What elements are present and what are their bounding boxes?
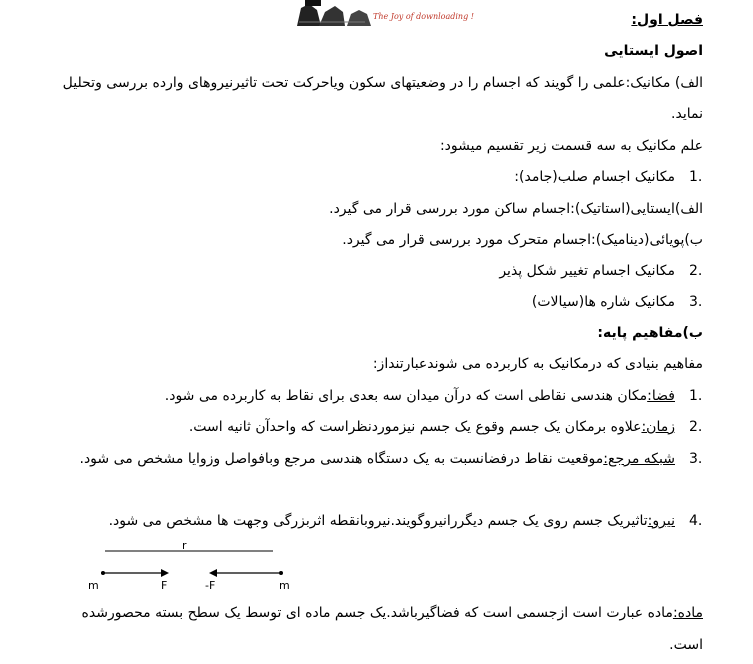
term-space: فضا: (647, 388, 675, 404)
list1-item2-number: 2. (689, 263, 703, 279)
force-arrow-right-head (161, 569, 169, 577)
list2-item1 (165, 386, 675, 406)
matter-definition-line-2: است. (669, 637, 703, 653)
definition-force: تاثیریک جسم روی یک جسم دیگررانیروگویند.نیروبانقطه اثربزرگی وجهت ها مشخص می شود. (108, 513, 648, 529)
definition-matter: ماده عبارت است ازجسمی است که فضاگیرباشد.یک جسم ماده ای توسط یک سطح بسته محصورشده (81, 605, 673, 621)
list1-item2-text: مکانیک اجسام تغییر شکل پذیر (499, 263, 675, 279)
chapter-title: فصل اول: (631, 12, 703, 28)
force-label: F (161, 579, 168, 592)
basic-concepts-intro: مفاهیم بنیادی که درمکانیک به کاربرده می شوندعبارتنداز: (372, 356, 703, 372)
list2-item4 (109, 511, 675, 531)
force-arrow-left-head (209, 569, 217, 577)
term-time: زمان: (641, 419, 675, 435)
term-matter: ماده: (672, 605, 703, 621)
intro-line-2: نماید. (671, 106, 703, 122)
distance-label: r (182, 540, 187, 552)
term-force: نیرو: (647, 513, 675, 529)
list2-item2-number: 2. (689, 419, 703, 435)
list2-item4-number: 4. (689, 513, 703, 529)
list2-item2 (189, 417, 675, 437)
mass-left-dot (101, 571, 105, 575)
force-diagram (85, 540, 305, 592)
list1-item1-text: مکانیک اجسام صلب(جامد): (514, 169, 675, 185)
list1-item3-number: 3. (689, 294, 703, 310)
intro-line-1: الف) مکانیک:علمی را گویند که اجسام را در وضعیتهای سکون ویاحرکت تحت تاثیرنیروهای وارده بررسی وتحلیل (62, 75, 703, 91)
term-reference-frame: شبکه مرجع: (603, 451, 675, 467)
basic-concepts-title: ب)مفاهیم پایه: (597, 325, 703, 341)
list1-sub-b: ب)پویائی(دینامیک):اجسام متحرک مورد بررسی قرار می گیرد. (342, 232, 703, 248)
negative-force-label: -F (205, 579, 216, 592)
division-intro: علم مکانیک به سه قسمت زیر تقسیم میشود: (439, 138, 703, 154)
list1-item1-number: 1. (689, 169, 703, 185)
definition-time: علاوه برمکان یک جسم وقوع یک جسم نیزموردنظراست که واحدآن ثانیه است. (188, 419, 642, 435)
banner-caption: The Joy of downloading ! (373, 12, 474, 21)
section-title: اصول ایستایی (604, 43, 703, 59)
definition-space: مکان هندسی نقاطی است که درآن میدان سه بعدی برای نقاط به کاربرده می شود. (164, 388, 648, 404)
list2-item3 (80, 449, 676, 469)
list1-sub-a: الف)ایستایی(استاتیک):اجسام ساکن مورد بررسی قرار می گیرد. (329, 201, 703, 217)
mass-right-label: m (279, 579, 290, 592)
mass-left-label: m (88, 579, 99, 592)
matter-definition (82, 603, 703, 623)
definition-reference-frame: موقعیت نقاط درفضانسبت به یک دستگاه هندسی مرجع وبافواصل وزوایا مشخص می شود. (79, 451, 604, 467)
list1-item3-text: مکانیک شاره ها(سیالات) (531, 294, 675, 310)
list2-item1-number: 1. (689, 388, 703, 404)
list2-item3-number: 3. (689, 451, 703, 467)
mass-right-dot (279, 571, 283, 575)
